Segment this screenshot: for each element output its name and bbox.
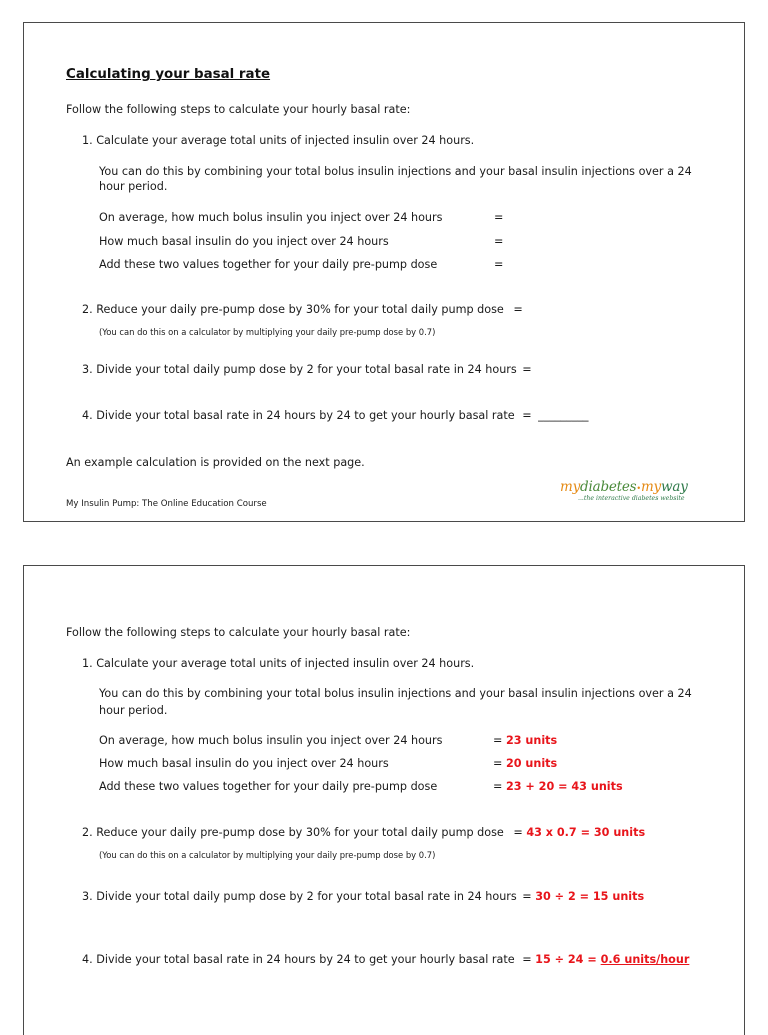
step-3-text: 3. Divide your total daily pump dose by 2 for your total basal rate in 24 hours (82, 363, 517, 376)
logo-tagline: ...the interactive diabetes website (578, 495, 685, 502)
page-title: Calculating your basal rate (66, 67, 271, 82)
answer-blank: _________ (538, 409, 589, 422)
basal-row-label: How much basal insulin do you inject over 24 hours (99, 757, 389, 770)
hourly-basal-result: 0.6 units/hour (600, 953, 690, 966)
bolus-row-equals: = (494, 211, 504, 224)
step-2-value: 43 x 0.7 = 30 units (526, 826, 646, 839)
step-3 (82, 362, 532, 377)
basal-value: 20 units (505, 757, 558, 770)
bolus-row-label: On average, how much bolus insulin you inject over 24 hours (99, 211, 443, 224)
step-2-note: (You can do this on a calculator by multiplying your daily pre-pump dose by 0.7) (99, 327, 436, 337)
footer-text: My Insulin Pump: The Online Education Course (66, 499, 267, 509)
step-4-value: 15 ÷ 24 = 0.6 units/hour (535, 953, 690, 966)
total-row-equals: = (494, 258, 504, 271)
step-2-text: 2. Reduce your daily pre-pump dose by 30% for your total daily pump dose (82, 826, 504, 839)
step-2: 2. Reduce your daily pre-pump dose by 30% for your total daily pump dose = 43 x 0.7 = 30 units (82, 826, 646, 839)
step-3: 3. Divide your total daily pump dose by 2 for your total basal rate in 24 hours = 30 ÷ 2 = 15 units (82, 890, 645, 903)
step-1-description: You can do this by combining your total bolus insulin injections and your basal insulin injections over a 24 (99, 687, 692, 700)
step-4-text: 4. Divide your total basal rate in 24 hours by 24 to get your hourly basal rate (82, 953, 515, 966)
worksheet-page (23, 22, 745, 522)
intro-text: Follow the following steps to calculate your hourly basal rate: (66, 103, 411, 116)
step-2-equals: = (513, 303, 523, 316)
step-1-description: hour period. (99, 704, 168, 717)
step-3-equals: = (522, 363, 532, 376)
intro-text: Follow the following steps to calculate your hourly basal rate: (66, 626, 411, 639)
step-2-text: 2. Reduce your daily pre-pump dose by 30% for your total daily pump dose (82, 303, 504, 316)
basal-row-label: How much basal insulin do you inject over 24 hours (99, 235, 389, 248)
step-2-note: (You can do this on a calculator by multiplying your daily pre-pump dose by 0.7) (99, 850, 436, 860)
step-4: 4. Divide your total basal rate in 24 hours by 24 to get your hourly basal rate = 15 ÷ 24 = 0.6 units/hour (82, 953, 690, 966)
total-row-label: Add these two values together for your daily pre-pump dose (99, 258, 438, 271)
step-1: 1. Calculate your average total units of injected insulin over 24 hours. (82, 657, 475, 670)
bolus-value: 23 units (505, 734, 558, 747)
step-1-description: You can do this by combining your total bolus insulin injections and your basal insulin injections over a 24 (99, 165, 692, 178)
bolus-row-value: = 23 units (493, 734, 558, 747)
bolus-row-label: On average, how much bolus insulin you inject over 24 hours (99, 734, 443, 747)
closing-text: An example calculation is provided on the next page. (66, 456, 365, 469)
example-page (23, 565, 745, 1035)
mydiabetesmyway-logo (560, 479, 688, 503)
step-4 (82, 408, 589, 423)
total-row-label: Add these two values together for your daily pre-pump dose (99, 780, 438, 793)
step-1-description: hour period. (99, 180, 168, 193)
logo-wordmark: mydiabetes•myway (560, 479, 688, 495)
step-3-text: 3. Divide your total daily pump dose by 2 for your total basal rate in 24 hours (82, 890, 517, 903)
total-value: 23 + 20 = 43 units (505, 780, 623, 793)
total-row-value: = 23 + 20 = 43 units (493, 780, 623, 793)
step-3-value: 30 ÷ 2 = 15 units (535, 890, 645, 903)
step-2 (82, 302, 523, 317)
basal-row-value: = 20 units (493, 757, 558, 770)
step-4-equals: = (522, 409, 532, 422)
basal-row-equals: = (494, 235, 504, 248)
step-1: 1. Calculate your average total units of injected insulin over 24 hours. (82, 134, 475, 147)
step-4-text: 4. Divide your total basal rate in 24 hours by 24 to get your hourly basal rate (82, 409, 515, 422)
